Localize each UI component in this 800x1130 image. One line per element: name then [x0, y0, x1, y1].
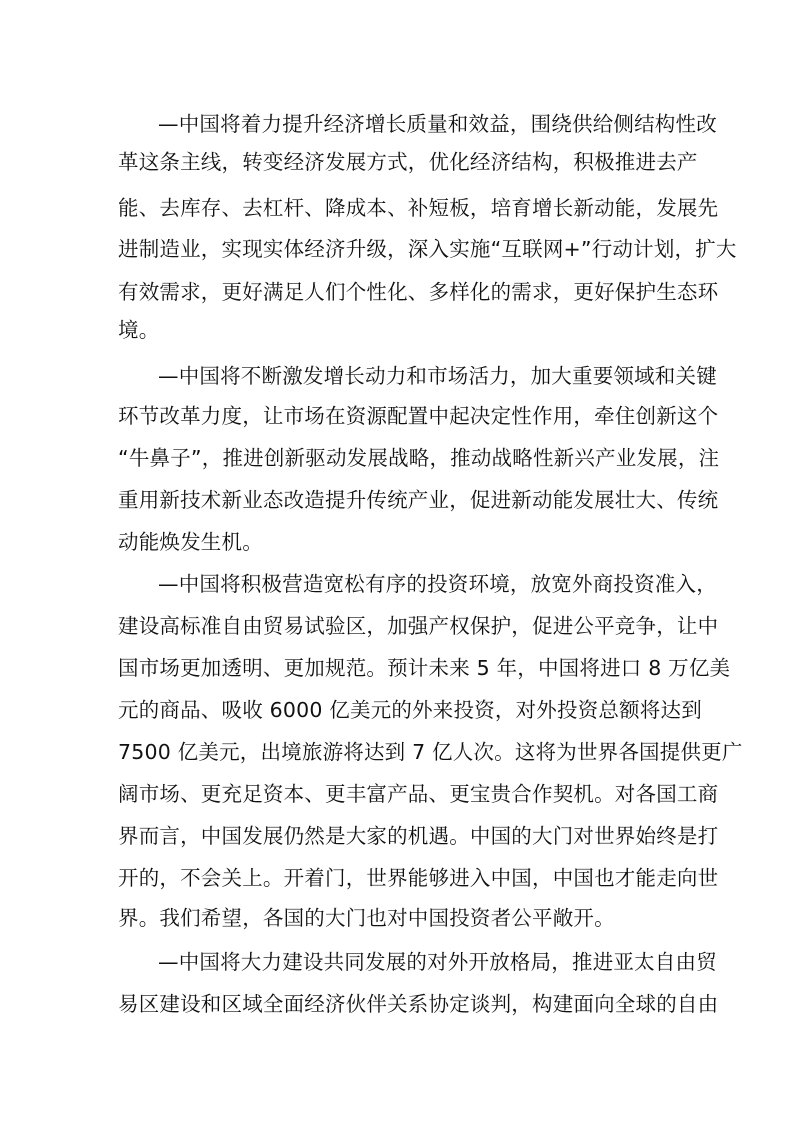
text-line: 开的，不会关上。开着门，世界能够进入中国，中国也才能走向世 [118, 866, 719, 890]
text-line: 重用新技术新业态改造提升传统产业，促进新动能发展壮大、传统 [118, 488, 719, 512]
text-line: 元的商品、吸收 6000 亿美元的外来投资，对外投资总额将达到 [118, 698, 702, 722]
text-line: 能、去库存、去杠杆、降成本、补短板，培育增长新动能，发展先 [118, 196, 719, 220]
text-line: 境。 [118, 318, 160, 342]
text-line: 有效需求，更好满足人们个性化、多样化的需求，更好保护生态环 [118, 280, 719, 304]
text-line: “牛鼻子”，推进创新驱动发展战略，推动战略性新兴产业发展，注 [118, 446, 720, 470]
text-line: 革这条主线，转变经济发展方式，优化经济结构，积极推进去产 [118, 150, 698, 174]
text-line: —中国将不断激发增长动力和市场活力，加大重要领域和关键 [158, 364, 717, 388]
text-line: 进制造业，实现实体经济升级，深入实施“互联网+”行动计划，扩大 [118, 237, 737, 261]
text-line: 7500 亿美元，出境旅游将达到 7 亿人次。这将为世界各国提供更广 [118, 740, 743, 764]
text-line: 界。我们希望，各国的大门也对中国投资者公平敞开。 [118, 906, 615, 930]
text-line: 国市场更加透明、更加规范。预计未来 5 年，中国将进口 8 万亿美 [118, 656, 731, 680]
text-line: —中国将积极营造宽松有序的投资环境，放宽外商投资准入， [158, 572, 717, 596]
text-line: 界而言，中国发展仍然是大家的机遇。中国的大门对世界始终是打 [118, 824, 719, 848]
text-line: —中国将大力建设共同发展的对外开放格局，推进亚太自由贸 [158, 950, 717, 974]
text-line: 阔市场、更充足资本、更丰富产品、更宝贵合作契机。对各国工商 [118, 782, 719, 806]
text-line: 建设高标准自由贸易试验区，加强产权保护，促进公平竞争，让中 [118, 614, 719, 638]
text-line: 易区建设和区域全面经济伙伴关系协定谈判，构建面向全球的自由 [118, 992, 719, 1016]
text-line: 环节改革力度，让市场在资源配置中起决定性作用，牵住创新这个 [118, 404, 719, 428]
text-line: —中国将着力提升经济增长质量和效益，围绕供给侧结构性改 [158, 112, 717, 136]
text-line: 动能焕发生机。 [118, 530, 263, 554]
